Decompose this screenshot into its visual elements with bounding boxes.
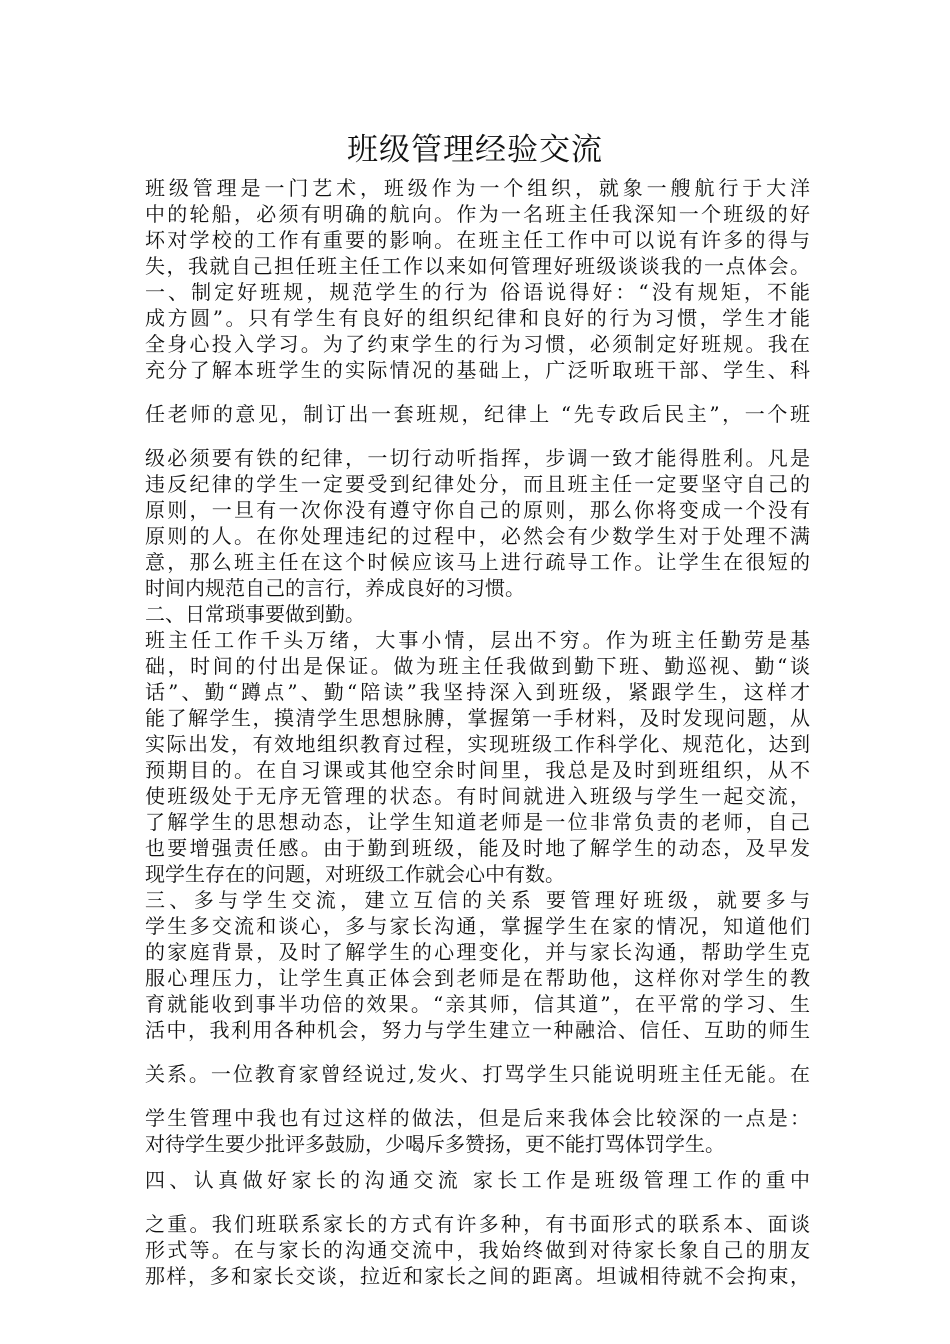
body-line: 那样，多和家长交谈，拉近和家长之间的距离。坦诚相待就不会拘束， (145, 1264, 810, 1288)
body-line: 意，那么班主任在这个时候应该马上进行疏导工作。让学生在很短的 (145, 550, 810, 574)
body-line: 对待学生要少批评多鼓励，少喝斥多赞扬，更不能打骂体罚学生。 (145, 1132, 725, 1156)
body-line: 四、认真做好家长的沟通交流 家长工作是班级管理工作的重中 (145, 1168, 810, 1192)
body-line: 级必须要有铁的纪律，一切行动听指挥，步调一致才能得胜利。凡是 (145, 446, 810, 470)
body-line: 能了解学生，摸清学生思想脉膊，掌握第一手材料，及时发现问题，从 (145, 706, 810, 730)
line-gap (145, 1193, 810, 1211)
body-line: 成方圆”。只有学生有良好的组织纪律和良好的行为习惯，学生才能 (145, 306, 810, 330)
line-gap (145, 1157, 810, 1167)
body-line: 话”、勤“蹲点”、勤“陪读”我坚持深入到班级，紧跟学生，这样才 (145, 680, 810, 704)
body-line: 一、制定好班规，规范学生的行为 俗语说得好：“没有规矩，不能 (145, 280, 810, 304)
body-line: 违反纪律的学生一定要受到纪律处分，而且班主任一定要坚守自己的 (145, 472, 810, 496)
document-body (145, 175, 810, 1289)
body-line: 原则的人。在你处理违纪的过程中，必然会有少数学生对于处理不满 (145, 524, 810, 548)
body-line: 学生多交流和谈心，多与家长沟通，掌握学生在家的情况，知道他们 (145, 914, 810, 938)
body-line: 预期目的。在自习课或其他空余时间里，我总是及时到班组织，从不 (145, 758, 810, 782)
body-line: 服心理压力，让学生真正体会到老师是在帮助他，这样你对学生的教 (145, 966, 810, 990)
document-title: 班级管理经验交流 (347, 132, 603, 168)
body-line: 形式等。在与家长的沟通交流中，我始终做到对待家长象自己的朋友 (145, 1238, 810, 1262)
body-line: 三、多与学生交流，建立互信的关系 要管理好班级，就要多与 (145, 888, 810, 912)
line-gap (145, 1087, 810, 1105)
body-line: 现学生存在的问题，对班级工作就会心中有数。 (145, 862, 565, 886)
body-line: 班级管理是一门艺术，班级作为一个组织，就象一艘航行于大洋 (145, 176, 810, 200)
body-line: 失，我就自己担任班主任工作以来如何管理好班级谈谈我的一点体会。 (145, 254, 810, 278)
section-heading: 二、日常琐事要做到勤。 (145, 602, 365, 626)
body-line: 也要增强责任感。由于勤到班级，能及时地了解学生的动态，及早发 (145, 836, 810, 860)
line-gap (145, 1043, 810, 1061)
line-gap (145, 383, 810, 401)
body-line: 坏对学校的工作有重要的影响。在班主任工作中可以说有许多的得与 (145, 228, 810, 252)
line-gap (145, 427, 810, 445)
body-line: 使班级处于无序无管理的状态。有时间就进入班级与学生一起交流， (145, 784, 810, 808)
body-line: 实际出发，有效地组织教育过程，实现班级工作科学化、规范化，达到 (145, 732, 810, 756)
body-line: 中的轮船，必须有明确的航向。作为一名班主任我深知一个班级的好 (145, 202, 810, 226)
body-line: 关系。一位教育家曾经说过,发火、打骂学生只能说明班主任无能。在 (145, 1062, 810, 1086)
body-line: 任老师的意见，制订出一套班规，纪律上 “先专政后民主”，一个班 (145, 402, 810, 426)
body-line: 了解学生的思想动态，让学生知道老师是一位非常负责的老师，自己 (145, 810, 810, 834)
body-line: 础，时间的付出是保证。做为班主任我做到勤下班、勤巡视、勤“谈 (145, 654, 810, 678)
body-line: 之重。我们班联系家长的方式有许多种，有书面形式的联系本、面谈 (145, 1212, 810, 1236)
body-line: 充分了解本班学生的实际情况的基础上，广泛听取班干部、学生、科 (145, 358, 810, 382)
body-line: 活中，我利用各种机会，努力与学生建立一种融洽、信任、互助的师生 (145, 1018, 810, 1042)
body-line: 全身心投入学习。为了约束学生的行为习惯，必须制定好班规。我在 (145, 332, 810, 356)
body-line: 原则，一旦有一次你没有遵守你自己的原则，那么你将变成一个没有 (145, 498, 810, 522)
body-line: 育就能收到事半功倍的效果。“亲其师，信其道”，在平常的学习、生 (145, 992, 810, 1016)
body-line: 班主任工作千头万绪，大事小情，层出不穷。作为班主任勤劳是基 (145, 628, 810, 652)
body-line: 时间内规范自己的言行，养成良好的习惯。 (145, 576, 525, 600)
body-line: 的家庭背景，及时了解学生的心理变化，并与家长沟通，帮助学生克 (145, 940, 810, 964)
body-line: 学生管理中我也有过这样的做法，但是后来我体会比较深的一点是： (145, 1106, 810, 1130)
